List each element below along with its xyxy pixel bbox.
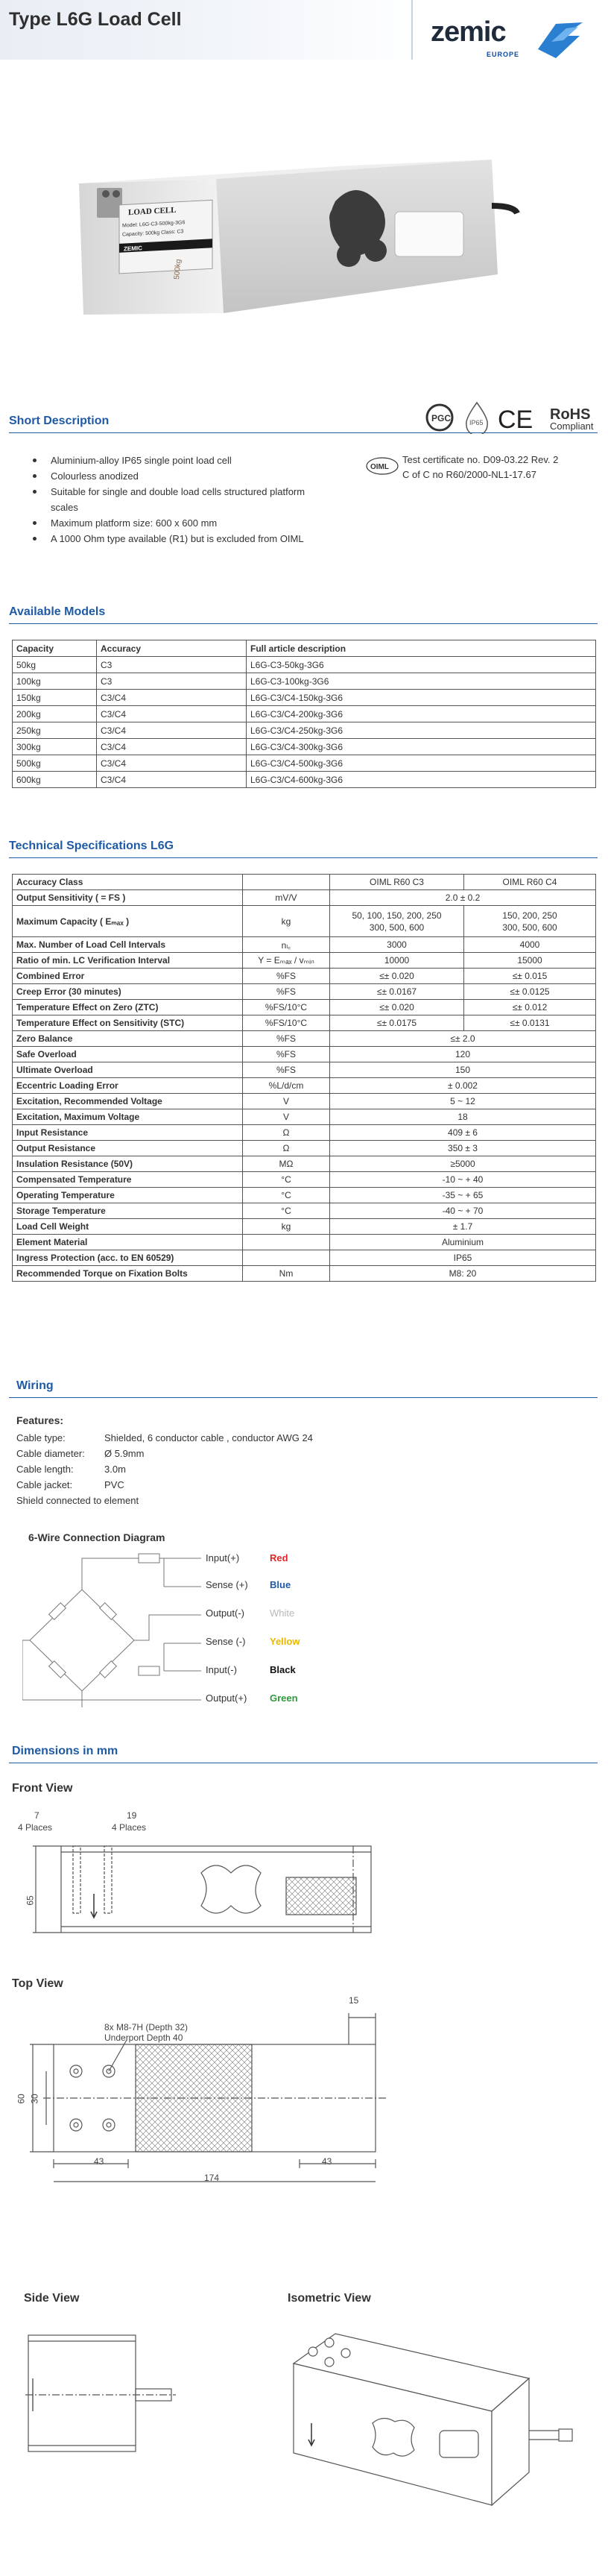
list-item: Colourless anodized [30, 468, 328, 484]
wiring-features [16, 1413, 313, 1508]
short-description-title: Short Description [9, 415, 110, 427]
feature-row: Cable type: Shielded, 6 conductor cable , conductor AWG 24 [16, 1432, 313, 1443]
table-row: Load Cell Weight kg ± 1.7 [13, 1219, 596, 1235]
wire-label-sense-plus: Sense (+) [206, 1579, 248, 1590]
svg-text:LOAD CELL: LOAD CELL [128, 205, 177, 218]
product-photo [75, 149, 536, 328]
table-row: Max. Number of Load Cell Intervals nₗ꜀ 3000 4000 [13, 937, 596, 953]
table-row: Eccentric Loading Error %L/d/cm ± 0.002 [13, 1078, 596, 1094]
wire-label-output-plus: Output(+) [206, 1692, 247, 1704]
table-row: 250kg C3/C4 L6G-C3/C4-250kg-3G6 [13, 722, 596, 739]
column-header: Full article description [247, 640, 596, 657]
isometric-view-title: Isometric View [288, 2292, 371, 2305]
front-view-drawing [30, 1834, 380, 1939]
section-divider [9, 1397, 598, 1398]
table-row: Ultimate Overload %FS 150 [13, 1062, 596, 1078]
svg-text:Model: L6G-C3-500kg-3G6: Model: L6G-C3-500kg-3G6 [122, 220, 186, 229]
top-note-thread: 8x M8-7H (Depth 32) [104, 2022, 189, 2032]
list-item: Aluminium-alloy IP65 single point load cell [30, 453, 328, 468]
svg-text:OIML: OIML [370, 463, 389, 471]
wire-color-white: White [270, 1607, 295, 1619]
section-divider [9, 857, 598, 858]
available-models-title: Available Models [9, 605, 106, 618]
table-row: 200kg C3/C4 L6G-C3/C4-200kg-3G6 [13, 706, 596, 722]
table-row: Combined Error %FS ≤± 0.020 ≤± 0.015 [13, 969, 596, 984]
section-divider [9, 623, 598, 624]
table-row: Operating Temperature °C -35 ~ + 65 [13, 1188, 596, 1203]
top-dim-43-right: 43 [322, 2156, 332, 2167]
svg-text:500kg: 500kg [173, 259, 183, 280]
table-row: Ingress Protection (acc. to EN 60529) IP65 [13, 1250, 596, 1266]
table-header-row [13, 640, 596, 657]
table-row: Insulation Resistance (50V) MΩ ≥5000 [13, 1156, 596, 1172]
top-dim-43-left: 43 [94, 2156, 104, 2167]
feature-row: Cable length: 3.0m [16, 1464, 126, 1475]
wire-color-yellow: Yellow [270, 1636, 300, 1647]
rohs-icon: RoHS [550, 406, 591, 423]
table-row: Excitation, Maximum Voltage V 18 [13, 1109, 596, 1125]
table-row: Output Resistance Ω 350 ± 3 [13, 1141, 596, 1156]
cert-icons [423, 400, 595, 434]
features-label: Features: [16, 1414, 64, 1426]
table-row: Compensated Temperature °C -10 ~ + 40 [13, 1172, 596, 1188]
list-item: Maximum platform size: 600 x 600 mm [30, 515, 328, 531]
table-row: 150kg C3/C4 L6G-C3/C4-150kg-3G6 [13, 690, 596, 706]
top-view-title: Top View [12, 1977, 63, 1990]
list-item: A 1000 Ohm type available (R1) but is excluded from OIML [30, 531, 328, 547]
table-row: Zero Balance %FS ≤± 2.0 [13, 1031, 596, 1047]
isometric-view-drawing [291, 2319, 581, 2513]
wire-color-green: Green [270, 1692, 298, 1704]
top-dim-15: 15 [349, 1995, 359, 2006]
front-dim-19: 19 [127, 1810, 137, 1821]
logo-bird-icon [533, 19, 586, 63]
wire-color-black: Black [270, 1664, 296, 1675]
column-header: Accuracy [97, 640, 247, 657]
table-row: 50kg C3 L6G-C3-50kg-3G6 [13, 657, 596, 673]
table-row: Maximum Capacity ( Eₘₐₓ ) kg 50, 100, 150, 200, 250 300, 500, 600 150, 200, 250 300, 500, 600 [13, 906, 596, 937]
front-places-label: 4 Places [18, 1822, 53, 1833]
table-row: Excitation, Recommended Voltage V 5 ~ 12 [13, 1094, 596, 1109]
list-item: Suitable for single and double load cells structured platform scales [30, 484, 328, 515]
oiml-logo-icon [365, 456, 399, 476]
wire-label-input-plus: Input(+) [206, 1552, 240, 1563]
table-row: Accuracy Class OIML R60 C3 OIML R60 C4 [13, 875, 596, 890]
column-header: Capacity [13, 640, 97, 657]
svg-text:ZEMIC: ZEMIC [124, 245, 142, 253]
svg-text:Capacity: 500kg Class: C3: Capacity: 500kg Class: C3 [122, 229, 184, 238]
oiml-test-certificate: Test certificate no. D09-03.22 Rev. 2 [402, 454, 559, 465]
bridge-diagram [22, 1551, 209, 1707]
logo-subtitle: EUROPE [487, 51, 520, 58]
table-row: 500kg C3/C4 L6G-C3/C4-500kg-3G6 [13, 755, 596, 772]
short-description-list [30, 453, 328, 547]
specs-table [12, 874, 596, 1282]
front-dim-7: 7 [34, 1810, 39, 1821]
svg-text:IP65: IP65 [469, 419, 484, 426]
table-row: 300kg C3/C4 L6G-C3/C4-300kg-3G6 [13, 739, 596, 755]
table-row: Element Material Aluminium [13, 1235, 596, 1250]
table-row: 600kg C3/C4 L6G-C3/C4-600kg-3G6 [13, 772, 596, 788]
wiring-title: Wiring [16, 1379, 54, 1392]
svg-text:PGC: PGC [431, 413, 452, 423]
ip65-drop-icon [466, 403, 487, 434]
models-table [12, 640, 596, 788]
wire-label-output-minus: Output(-) [206, 1607, 245, 1619]
feature-row: Cable jacket: PVC [16, 1479, 124, 1490]
front-dim-65: 65 [25, 1895, 36, 1906]
diagram-title: 6-Wire Connection Diagram [28, 1531, 165, 1543]
table-row: Creep Error (30 minutes) %FS ≤± 0.0167 ≤± 0.0125 [13, 984, 596, 1000]
top-note-depth: Underport Depth 40 [104, 2032, 183, 2043]
tech-specs-title: Technical Specifications L6G [9, 840, 174, 852]
side-view-title: Side View [24, 2292, 80, 2305]
page-title: Type L6G Load Cell [9, 9, 182, 30]
header-divider [411, 0, 413, 60]
table-row: Ratio of min. LC Verification Interval Y = Eₘₐₓ / vₘᵢₙ 10000 15000 [13, 953, 596, 969]
ce-mark-icon: CE [498, 406, 533, 434]
feature-row: Cable diameter: Ø 5.9mm [16, 1448, 145, 1459]
wire-label-sense-minus: Sense (-) [206, 1636, 246, 1647]
wire-label-input-minus: Input(-) [206, 1664, 237, 1675]
zemic-logo: zemic [431, 16, 506, 48]
front-places-label: 4 Places [112, 1822, 147, 1833]
table-row: Storage Temperature °C -40 ~ + 70 [13, 1203, 596, 1219]
top-dim-174: 174 [204, 2173, 220, 2183]
table-row: Input Resistance Ω 409 ± 6 [13, 1125, 596, 1141]
dimensions-title: Dimensions in mm [12, 1745, 118, 1757]
top-dim-60: 60 [16, 2094, 27, 2104]
wire-color-blue: Blue [270, 1579, 291, 1590]
oiml-coc: C of C no R60/2000-NL1-17.67 [402, 469, 536, 480]
svg-text:Compliant: Compliant [550, 421, 594, 432]
table-row: Temperature Effect on Zero (ZTC) %FS/10°C ≤± 0.020 ≤± 0.012 [13, 1000, 596, 1015]
table-row: Output Sensitivity ( = FS ) mV/V 2.0 ± 0.2 [13, 890, 596, 906]
top-view-drawing [15, 2006, 387, 2185]
top-dim-30: 30 [29, 2094, 40, 2104]
table-row: 100kg C3 L6G-C3-100kg-3G6 [13, 673, 596, 690]
table-row: Temperature Effect on Sensitivity (STC) %FS/10°C ≤± 0.0175 ≤± 0.0131 [13, 1015, 596, 1031]
shield-note: Shield connected to element [16, 1495, 139, 1506]
side-view-drawing [22, 2334, 179, 2460]
front-view-title: Front View [12, 1782, 73, 1795]
oiml-certificate [402, 453, 558, 482]
table-row: Recommended Torque on Fixation Bolts Nm M8: 20 [13, 1266, 596, 1282]
wire-color-red: Red [270, 1552, 288, 1563]
table-row: Safe Overload %FS 120 [13, 1047, 596, 1062]
